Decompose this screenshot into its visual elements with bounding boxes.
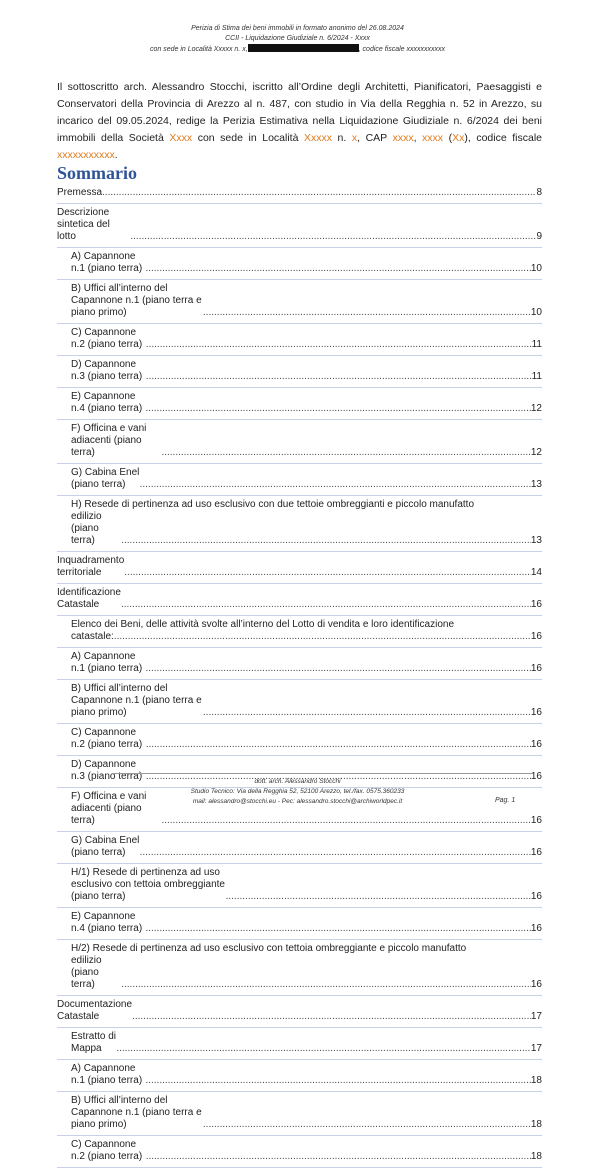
toc-entry[interactable] <box>57 356 542 388</box>
toc-leader-dots <box>203 307 531 319</box>
toc-leader-dots <box>146 339 532 351</box>
toc-entry[interactable] <box>57 324 542 356</box>
toc-leader-dots <box>116 1043 531 1055</box>
toc-entry-text: A) Capannone n.1 (piano terra) <box>71 651 143 674</box>
toc-entry-text: D) Capannone n.3 (piano terra) <box>71 759 143 782</box>
toc-page-number: 16 <box>530 979 542 990</box>
toc-page-number: 16 <box>530 847 542 858</box>
number-placeholder: x <box>351 132 358 144</box>
toc-title: Sommario <box>57 163 137 183</box>
toc-leader-dots <box>140 847 531 859</box>
toc-entry[interactable] <box>57 1028 542 1060</box>
toc-leader-dots <box>145 1075 530 1087</box>
toc-entry-text: E) Capannone n.4 (piano terra) <box>71 911 143 934</box>
province-placeholder: Xx <box>452 132 465 144</box>
toc-entry-text: A) Capannone n.1 (piano terra) <box>71 251 143 274</box>
toc-entry[interactable] <box>57 464 542 496</box>
toc-entry[interactable] <box>57 1092 542 1136</box>
toc-leader-dots <box>102 187 536 199</box>
toc-leader-dots <box>146 739 531 751</box>
toc-entry-text: Inquadramento territoriale <box>57 555 125 578</box>
header-line-1: Perizia di Stima dei beni immobili in formato anonimo del 26.08.2024 <box>191 25 404 32</box>
toc-leader-dots <box>121 535 531 547</box>
toc-leader-dots <box>114 631 531 643</box>
toc-page-number: 11 <box>531 371 542 382</box>
header-line-3 <box>0 44 595 55</box>
toc-leader-dots <box>140 479 531 491</box>
toc-entry[interactable] <box>57 1060 542 1092</box>
toc-entry-text-line-1: Elenco dei Beni, delle attività svolte all’interno del Lotto di vendita e loro identificazione <box>71 619 455 630</box>
toc-entry-text: E) Capannone n.4 (piano terra) <box>71 391 143 414</box>
toc-page-number: 18 <box>530 1075 542 1086</box>
intro-paragraph <box>57 79 542 164</box>
toc-page-number: 13 <box>530 535 542 546</box>
intro-text: ), codice fiscale <box>464 132 543 144</box>
toc-leader-dots <box>145 923 530 935</box>
toc-entry[interactable] <box>57 280 542 324</box>
toc-page-number: 18 <box>530 1119 542 1130</box>
toc-page-number: 13 <box>530 479 542 490</box>
toc-leader-dots <box>130 231 536 243</box>
toc-leader-dots <box>145 403 530 415</box>
toc-page-number: 12 <box>530 403 542 414</box>
header-line-3-start: con sede in Località Xxxxx n. x, <box>149 46 248 53</box>
toc-entry-text-line-1: H/2) Resede di pertinenza ad uso esclusivo con tettoia ombreggiante e piccolo manufatto <box>71 943 467 954</box>
page-number: Pag. 1 <box>495 797 516 804</box>
toc-entry[interactable] <box>57 584 542 616</box>
toc-entry[interactable] <box>57 724 542 756</box>
toc-entry-text: H/1) Resede di pertinenza ad uso esclusivo con tettoia ombreggiante (piano terra) <box>71 867 225 902</box>
toc-entry-text: Estratto di Mappa <box>71 1031 117 1054</box>
toc-leader-dots <box>161 815 530 827</box>
toc-entry-text: Descrizione sintetica del lotto <box>57 207 110 242</box>
toc-leader-dots <box>132 1011 531 1023</box>
toc-leader-dots <box>146 371 532 383</box>
toc-page-number: 17 <box>530 1011 542 1022</box>
toc-entry[interactable] <box>57 832 542 864</box>
toc-page-number: 8 <box>536 187 542 198</box>
header-line-3-end: , codice fiscale xxxxxxxxxxx <box>358 46 446 53</box>
footer-line-2: Studio Tecnico: Via della Regghia 52, 52100 Arezzo, tel./fax. 0575.360233 <box>190 788 405 795</box>
toc-page-number: 16 <box>530 663 542 674</box>
toc-leader-dots <box>226 891 531 903</box>
toc-entry-text: D) Capannone n.3 (piano terra) <box>71 359 143 382</box>
toc-page-number: 9 <box>536 231 542 242</box>
toc-entry-text: F) Officina e vani adiacenti (piano terra) <box>71 791 147 826</box>
toc-leader-dots <box>124 567 531 579</box>
intro-text: Il sottoscritto arch. Alessandro Stocchi, iscritto all’Ordine degli Architetti, Pianificatori, Paesaggisti e Conservatori della Provincia di Arezzo al n. 487, con studio in Via della Regghia n. 52 in Arezzo, su incarico del 09.05.2024, redige la Perizia Estimativa nella Liquidazione Giudiziale n. 6/2024 dei beni immobili della Società <box>57 81 542 144</box>
toc-page-number: 10 <box>530 263 542 274</box>
cap-placeholder: xxxx <box>392 132 414 144</box>
toc-entry[interactable] <box>57 996 542 1028</box>
toc-page-number: 16 <box>530 815 542 826</box>
toc-entry[interactable] <box>57 184 542 204</box>
intro-text: , CAP <box>357 132 393 144</box>
intro-text: ( <box>443 132 453 144</box>
intro-text: , <box>413 132 423 144</box>
toc-page-number: 16 <box>530 923 542 934</box>
toc-entry-text: C) Capannone n.2 (piano terra) <box>71 327 143 350</box>
toc-entry-text: F) Officina e vani adiacenti (piano terra) <box>71 423 147 458</box>
toc-entry-text-line-1: H) Resede di pertinenza ad uso esclusivo con due tettoie ombreggianti e piccolo manufatto <box>71 499 475 510</box>
toc-entry[interactable] <box>57 940 542 996</box>
footer-divider <box>112 773 532 774</box>
toc-page-number: 12 <box>530 447 542 458</box>
toc-page-number: 18 <box>530 1151 542 1162</box>
toc-page-number: 16 <box>530 891 542 902</box>
toc-entry[interactable] <box>57 616 542 648</box>
toc-page-number: 14 <box>530 567 542 578</box>
toc-entry[interactable] <box>57 496 542 552</box>
toc-page-number: 16 <box>530 739 542 750</box>
toc-page-number: 16 <box>530 631 542 642</box>
toc-leader-dots <box>203 707 531 719</box>
footer-line-1: dott. arch. Alessandro Stocchi <box>254 778 341 785</box>
toc-entry[interactable] <box>57 420 542 464</box>
toc-entry-text-line-2: edilizio (piano terra) <box>71 955 102 990</box>
toc-leader-dots <box>203 1119 531 1131</box>
toc-entry-text: G) Cabina Enel (piano terra) <box>71 467 140 490</box>
toc-entry-text: B) Uffici all’interno del Capannone n.1 (piano terra e piano primo) <box>71 1095 202 1130</box>
toc-entry-text: B) Uffici all’interno del Capannone n.1 (piano terra e piano primo) <box>71 683 202 718</box>
toc-entry-text: B) Uffici all’interno del Capannone n.1 (piano terra e piano primo) <box>71 283 202 318</box>
toc-entry[interactable] <box>57 908 542 940</box>
toc-leader-dots <box>121 599 531 611</box>
toc-page-number: 17 <box>530 1043 542 1054</box>
toc-entry[interactable] <box>57 248 542 280</box>
toc-entry-text-line-2: catastale: <box>71 631 114 642</box>
toc-entry[interactable] <box>57 204 542 248</box>
toc-leader-dots <box>146 1151 531 1163</box>
toc-page-number: 16 <box>530 771 542 782</box>
city-placeholder: xxxx <box>422 132 444 144</box>
toc-entry[interactable] <box>57 648 542 680</box>
redaction-bar <box>248 44 359 52</box>
toc-entry-text: Documentazione Catastale <box>57 999 133 1022</box>
company-placeholder: Xxxx <box>169 132 193 144</box>
toc-leader-dots <box>161 447 530 459</box>
toc-entry[interactable] <box>57 552 542 584</box>
toc-entry-text: Identificazione Catastale <box>57 587 121 610</box>
toc-page-number: 16 <box>530 707 542 718</box>
toc-entry[interactable] <box>57 388 542 420</box>
toc-entry-text: C) Capannone n.2 (piano terra) <box>71 727 143 750</box>
toc-entry-text: G) Cabina Enel (piano terra) <box>71 835 140 858</box>
toc-leader-dots <box>121 979 531 991</box>
toc-entry[interactable] <box>57 680 542 724</box>
toc-page-number: 10 <box>530 307 542 318</box>
toc-entry-text: Premessa <box>57 187 103 198</box>
toc-entry[interactable] <box>57 1136 542 1168</box>
toc-entry-text-line-2: edilizio (piano terra) <box>71 511 102 546</box>
toc-page-number: 16 <box>530 599 542 610</box>
table-of-contents <box>57 184 542 1168</box>
toc-entry[interactable] <box>57 864 542 908</box>
toc-entry-text: A) Capannone n.1 (piano terra) <box>71 1063 143 1086</box>
toc-leader-dots <box>145 663 530 675</box>
toc-page-number: 11 <box>531 339 542 350</box>
header-line-2: CCII - Liquidazione Giudiziale n. 6/2024 - Xxxx <box>225 35 370 42</box>
locality-placeholder: Xxxxx <box>303 132 332 144</box>
intro-text: con sede in Località <box>192 132 304 144</box>
toc-leader-dots <box>145 263 530 275</box>
page-header <box>0 24 595 55</box>
fiscal-code-placeholder: xxxxxxxxxxx <box>57 149 115 161</box>
toc-entry-text: C) Capannone n.2 (piano terra) <box>71 1139 143 1162</box>
footer-line-3: mail: alessandro@stocchi.eu - Pec: alessandro.stocchi@archiworldpec.it <box>192 798 403 805</box>
intro-text: . <box>114 149 118 161</box>
intro-text: n. <box>332 132 352 144</box>
